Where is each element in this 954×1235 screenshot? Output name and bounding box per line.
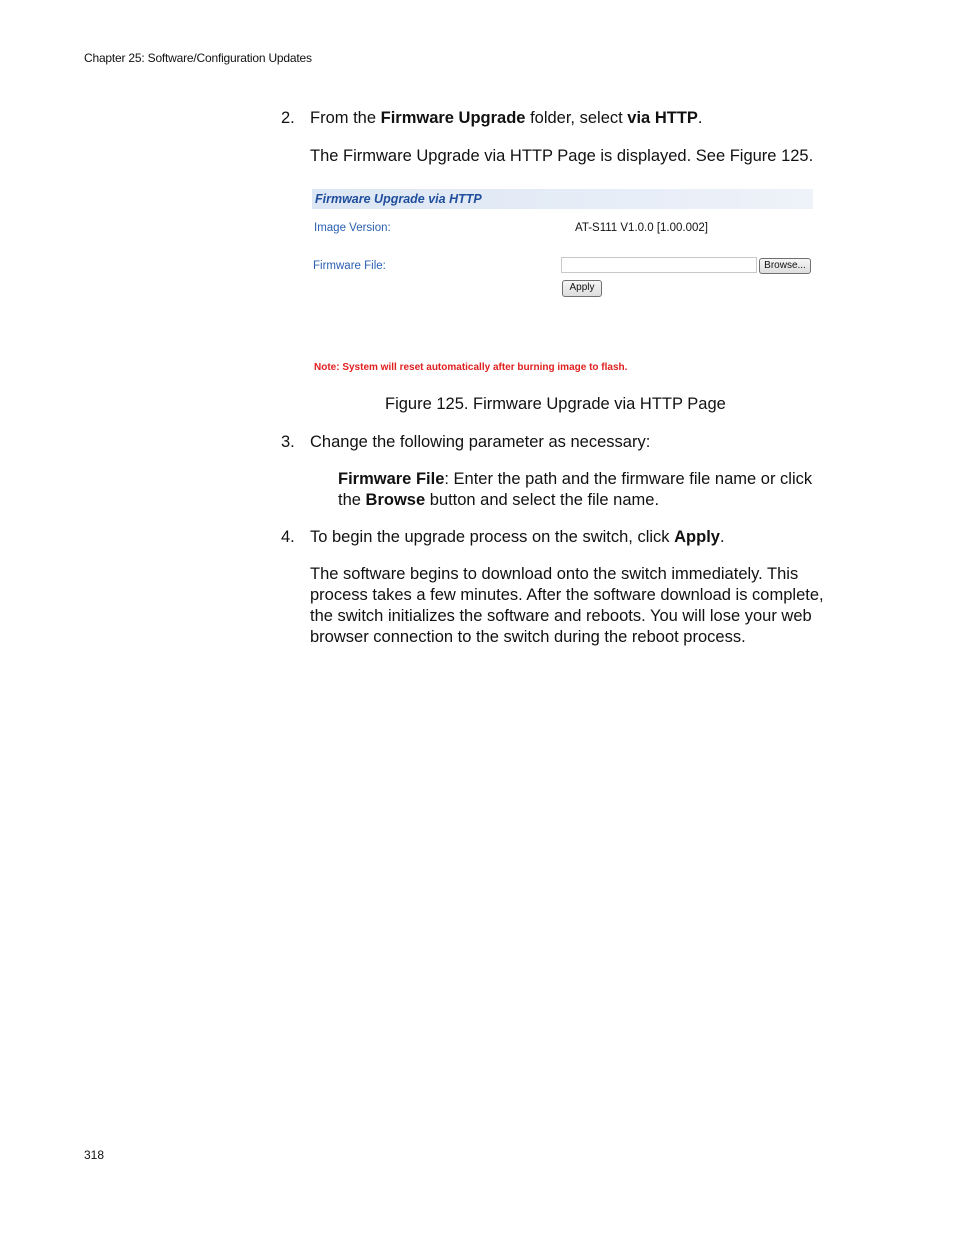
figure-caption: Figure 125. Firmware Upgrade via HTTP Page xyxy=(385,395,726,413)
apply-button-name: Apply xyxy=(674,528,720,546)
page-number: 318 xyxy=(84,1148,105,1162)
text-run: . xyxy=(697,109,703,127)
step-number: 3. xyxy=(281,433,295,451)
step-text: Change the following parameter as necessary: xyxy=(310,433,651,451)
text-run: folder, select xyxy=(525,109,628,127)
browse-button[interactable]: Browse... xyxy=(759,258,811,274)
browse-button-name: Browse xyxy=(365,491,426,509)
image-version-label: Image Version: xyxy=(314,222,391,234)
parameter-description xyxy=(338,469,838,511)
figure-title-bar xyxy=(312,189,813,209)
step-text xyxy=(310,108,850,129)
text-run: button and select the file name. xyxy=(425,491,660,509)
text-run: : Enter the path and the firmware file name or click the xyxy=(338,470,813,509)
step-number: 4. xyxy=(281,528,295,546)
reset-note: Note: System will reset automatically after burning image to flash. xyxy=(314,362,628,373)
parameter-name: Firmware File xyxy=(338,470,445,488)
chapter-header: Chapter 25: Software/Configuration Updates xyxy=(84,51,312,65)
firmware-file-input[interactable] xyxy=(561,257,757,273)
option-name: via HTTP xyxy=(627,109,698,127)
folder-name: Firmware Upgrade xyxy=(380,109,526,127)
step-number: 2. xyxy=(281,109,295,127)
firmware-file-label: Firmware File: xyxy=(313,260,386,272)
figure-title: Firmware Upgrade via HTTP xyxy=(315,192,482,206)
step-text xyxy=(310,527,850,548)
apply-button[interactable]: Apply xyxy=(562,280,602,297)
text-run: From the xyxy=(310,109,381,127)
text-run: To begin the upgrade process on the switch, click xyxy=(310,528,675,546)
step-2-result: The Firmware Upgrade via HTTP Page is displayed. See Figure 125. xyxy=(310,147,814,165)
text-run: . xyxy=(719,528,725,546)
step-4-result: The software begins to download onto the switch immediately. This process takes a few minutes. After the software download is complete, the switch initializes the software and reboots. You will lose your web browser connection to the switch during the reboot process. xyxy=(310,565,824,646)
firmware-upgrade-figure xyxy=(311,189,814,379)
image-version-value: AT-S111 V1.0.0 [1.00.002] xyxy=(575,222,708,234)
